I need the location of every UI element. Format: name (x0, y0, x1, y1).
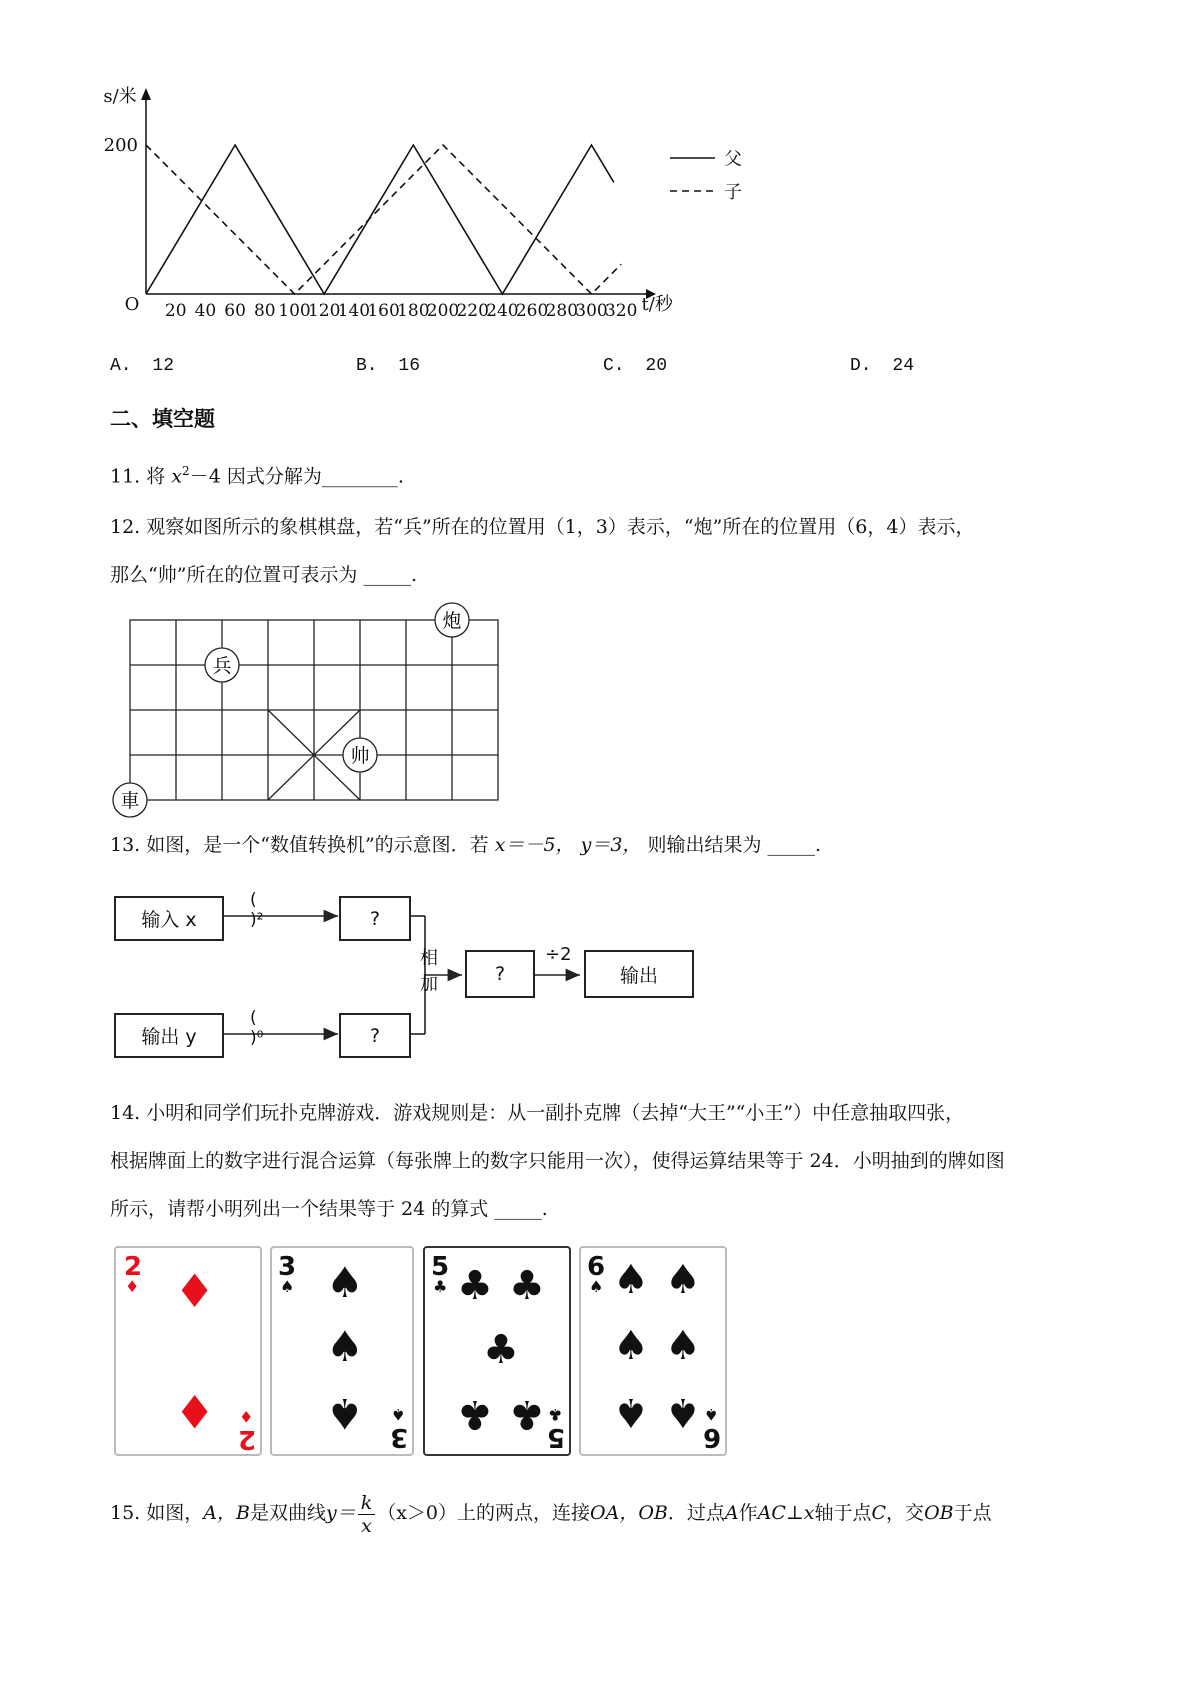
distance-time-chart (90, 80, 810, 340)
legend-label-1: 父 (724, 149, 742, 170)
q15-y: y＝ (325, 1502, 356, 1524)
q13-x-value: x＝－5， (494, 834, 575, 856)
spade-icon: ♠ (665, 1389, 701, 1435)
piece-ju-label: 車 (120, 790, 140, 812)
piece-shuai-label: 帅 (350, 745, 370, 767)
option-a-value: 12 (152, 356, 175, 376)
club-icon: ♣ (433, 1277, 448, 1296)
option-c-label: C. (603, 356, 625, 376)
diamond-icon: ♦ (174, 1264, 216, 1318)
diamond-icon: ♦ (174, 1384, 216, 1438)
spade-icon: ♠ (326, 1258, 364, 1307)
card-2-diamonds[interactable] (114, 1246, 262, 1456)
divide-operation-label: ÷2 (545, 944, 572, 965)
sum-result-box: ? (465, 950, 535, 998)
option-c-value: 20 (645, 356, 668, 376)
chess-board (100, 600, 520, 820)
q11-variable: x (171, 465, 183, 488)
x-tick-label: 240 (486, 301, 519, 321)
spade-icon: ♠ (326, 1389, 364, 1438)
question-13 (110, 830, 821, 860)
x-axis-label: t/秒 (641, 294, 673, 315)
option-d-value: 24 (892, 356, 915, 376)
square-result-box: ? (339, 896, 411, 941)
spade-icon: ♠ (391, 1405, 406, 1424)
q15-text-1: 是双曲线 (249, 1502, 326, 1524)
x-tick-label: 140 (337, 301, 371, 321)
option-b-label: B. (356, 356, 378, 376)
question-14-line2: 根据牌面上的数字进行混合运算（每张牌上的数字只能用一次），使得运算结果等于 24．小明抽到的牌如图 (110, 1150, 1005, 1172)
question-11 (110, 456, 404, 491)
question-14-line1: 14. 小明和同学们玩扑克牌游戏．游戏规则是：从一副扑克牌（去掉“大王”“小王”）中任意抽取四张， (110, 1102, 965, 1124)
q13-y-value: y＝3， (580, 834, 642, 856)
card-3-rank-bottom: 3 (390, 1422, 409, 1452)
option-c[interactable] (603, 356, 667, 376)
input-x-box: 输入 x (114, 896, 224, 941)
q11-pre: 将 (146, 465, 166, 488)
x-tick-label: 160 (367, 301, 400, 321)
spade-icon: ♠ (613, 1389, 649, 1435)
card-2-rank-top: 2 (124, 1252, 143, 1282)
x-tick-label: 20 (164, 301, 187, 321)
spade-icon: ♠ (665, 1257, 701, 1303)
x-tick-label: 220 (456, 301, 489, 321)
diamond-icon: ♦ (239, 1407, 254, 1426)
card-5-rank-top: 5 (431, 1252, 450, 1282)
club-icon: ♣ (509, 1263, 545, 1309)
x-tick-label: 180 (397, 301, 430, 321)
q11-post: －4 因式分解为________. (189, 465, 404, 488)
option-b[interactable] (356, 356, 420, 376)
card-2-rank-bottom: 2 (238, 1424, 257, 1454)
x-tick-label: 260 (515, 301, 549, 321)
x-tick-label: 60 (224, 301, 246, 321)
card-3-spades[interactable] (270, 1246, 414, 1456)
spade-icon: ♠ (326, 1322, 364, 1371)
zero-power-result-box: ? (339, 1013, 411, 1058)
card-6-rank-top: 6 (587, 1252, 606, 1282)
q15-perpendicular: AC⊥x (757, 1502, 815, 1524)
piece-pao-label: 炮 (442, 610, 462, 632)
question-12-line2: 那么“帅”所在的位置可表示为 _____. (110, 564, 418, 586)
input-y-box: 输出 y (114, 1013, 224, 1058)
club-icon: ♣ (457, 1391, 493, 1437)
piece-pao[interactable] (435, 603, 469, 637)
spade-icon: ♠ (589, 1277, 604, 1296)
x-tick-label: 280 (545, 301, 579, 321)
q15-fraction-denominator: x (361, 1514, 372, 1537)
y-tick-label: 200 (103, 135, 138, 156)
output-box: 输出 (584, 950, 694, 998)
q13-text-pre: 13. 如图，是一个“数值转换机”的示意图．若 (110, 834, 489, 856)
x-tick-label: 100 (278, 301, 311, 321)
q15-text-2: ．过点 (667, 1502, 725, 1524)
q15-text-end: 于点 (953, 1502, 992, 1524)
q11-number: 11. (110, 465, 141, 488)
option-d-label: D. (850, 356, 872, 376)
piece-shuai[interactable] (343, 738, 377, 772)
club-icon: ♣ (457, 1263, 493, 1309)
q15-points-ab: A，B (203, 1502, 250, 1524)
y-axis-arrow (141, 88, 151, 100)
card-5-rank-bottom: 5 (547, 1422, 566, 1452)
q15-fraction-numerator: k (358, 1492, 376, 1515)
option-a-label: A. (110, 356, 132, 376)
question-12-line1: 12. 观察如图所示的象棋棋盘，若“兵”所在的位置用（1，3）表示，“炮”所在的位置用（6，4）表示， (110, 516, 975, 538)
square-operation-label: ( )² (250, 890, 264, 930)
series-line-1 (146, 145, 614, 294)
q15-point-a: A (724, 1502, 739, 1524)
card-6-rank-bottom: 6 (703, 1422, 722, 1452)
q15-text-4: 轴于点 (814, 1502, 872, 1524)
series-line-2 (146, 145, 621, 294)
x-tick-label: 300 (575, 301, 608, 321)
piece-ju[interactable] (113, 783, 147, 817)
piece-bing-label: 兵 (212, 655, 232, 677)
q15-text-5: ，交 (886, 1502, 925, 1524)
chart-labels (103, 86, 673, 321)
chart-series (146, 145, 621, 294)
card-3-rank-top: 3 (278, 1252, 297, 1282)
q15-condition: （x＞0）上的两点，连接 (377, 1502, 591, 1524)
spade-icon: ♠ (613, 1323, 649, 1369)
club-icon: ♣ (548, 1405, 563, 1424)
option-d[interactable] (850, 356, 914, 376)
card-6-spades[interactable] (579, 1246, 727, 1456)
question-15 (110, 1485, 992, 1541)
diamond-icon: ♦ (125, 1277, 140, 1296)
section-title: 二、填空题 (110, 407, 215, 431)
spade-icon: ♠ (280, 1277, 295, 1296)
q11-exponent: 2 (182, 464, 190, 478)
club-icon: ♣ (509, 1391, 545, 1437)
x-tick-label: 40 (194, 301, 217, 321)
q15-pre: 15. 如图， (110, 1502, 204, 1524)
question-14-line3: 所示，请帮小明列出一个结果等于 24 的算式 _____. (110, 1198, 548, 1220)
x-tick-label: 80 (253, 301, 276, 321)
q13-text-post: 则输出结果为 _____. (647, 834, 822, 856)
q15-text-3: 作 (738, 1502, 758, 1524)
x-tick-label: 320 (604, 301, 638, 321)
y-axis-label: s/米 (103, 86, 137, 107)
zero-power-operation-label: ( )⁰ (250, 1008, 264, 1048)
club-icon: ♣ (483, 1327, 519, 1373)
spade-icon: ♠ (704, 1405, 719, 1424)
add-operation-label: 相加 (420, 948, 438, 995)
chart-axes (141, 88, 656, 299)
piece-bing[interactable] (205, 648, 239, 682)
legend-label-2: 子 (724, 182, 742, 203)
x-tick-label: 200 (426, 301, 460, 321)
x-tick-label: 120 (307, 301, 341, 321)
spade-icon: ♠ (665, 1323, 701, 1369)
card-5-clubs[interactable] (423, 1246, 571, 1456)
q15-segment-ob: OB (924, 1502, 954, 1524)
option-a[interactable] (110, 356, 174, 376)
q15-segments: OA，OB (590, 1502, 668, 1524)
spade-icon: ♠ (613, 1257, 649, 1303)
q15-point-c: C (871, 1502, 887, 1524)
q15-fraction (358, 1492, 376, 1537)
chart-legend (670, 149, 742, 203)
option-b-value: 16 (398, 356, 421, 376)
origin-label: O (124, 294, 140, 315)
